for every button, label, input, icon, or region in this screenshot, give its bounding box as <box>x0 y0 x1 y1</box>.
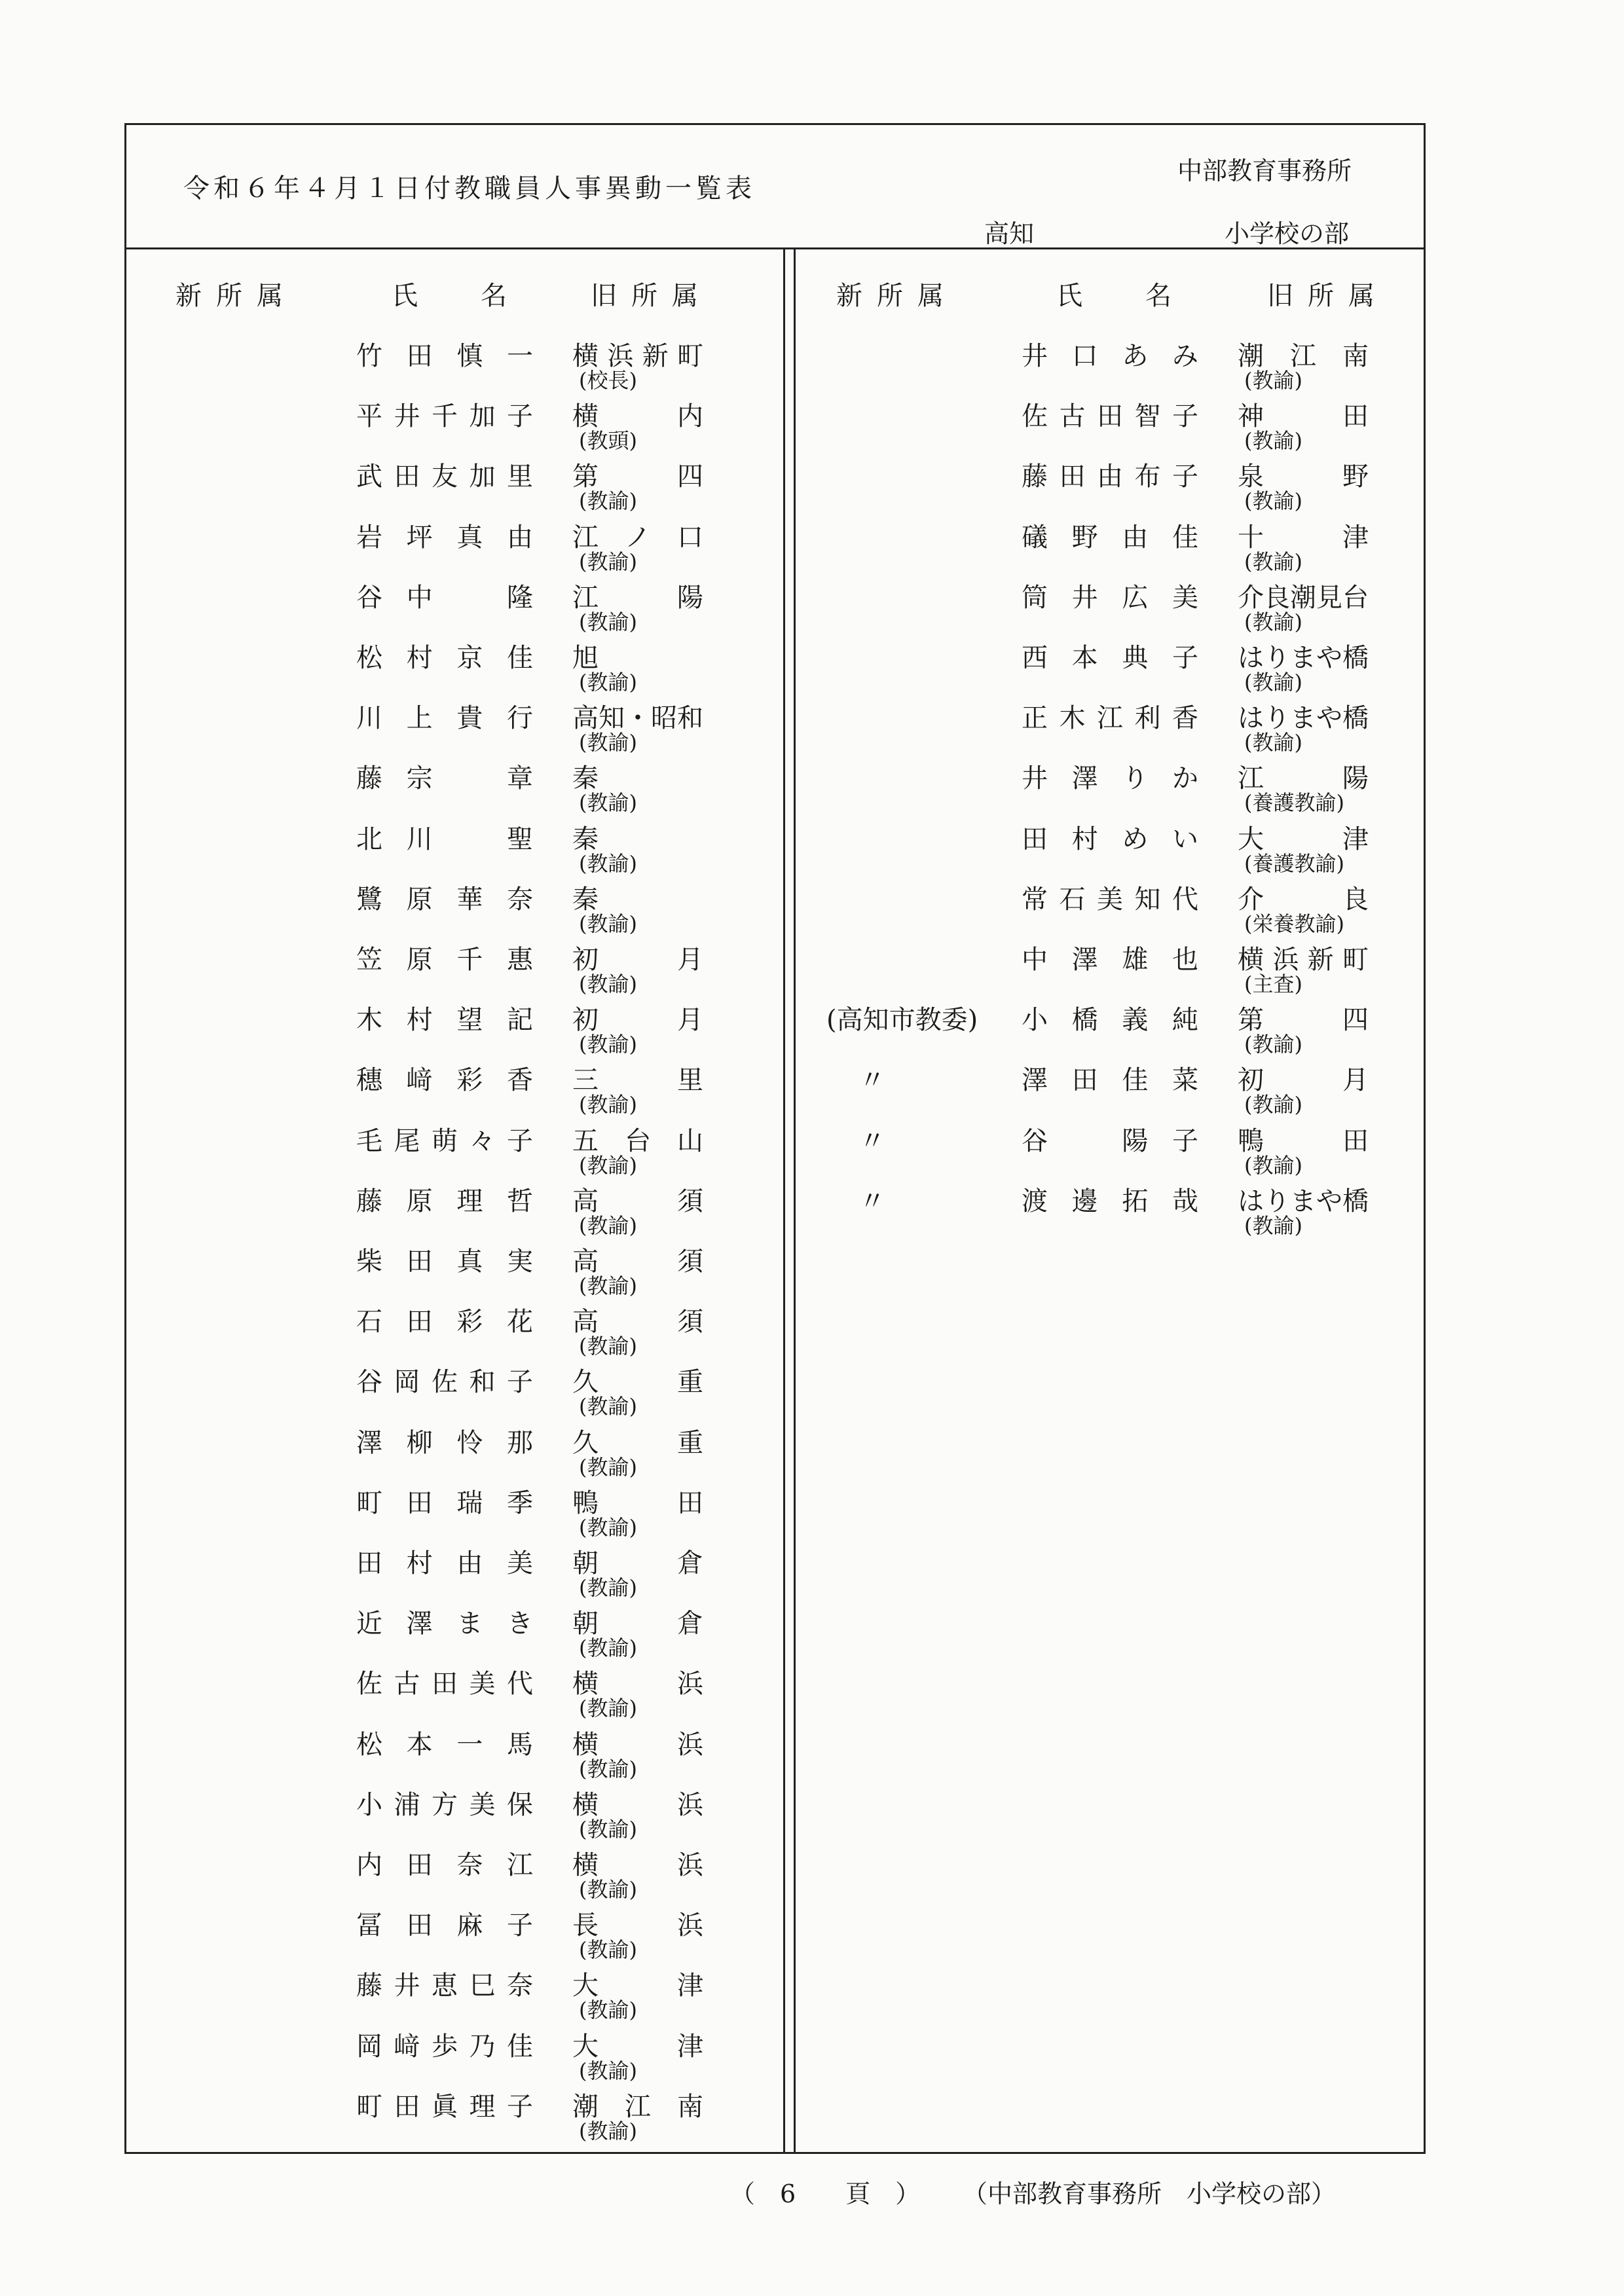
table-row <box>356 335 723 395</box>
table-row <box>356 577 723 637</box>
table-row <box>356 637 723 697</box>
previous-role: (教諭) <box>579 1635 637 1661</box>
staff-name: 谷 陽子 <box>1022 1125 1198 1156</box>
staff-name: 竹田慎一 <box>356 341 533 371</box>
staff-name: 松村京佳 <box>356 643 533 673</box>
table-row <box>1022 637 1388 697</box>
previous-role: (教諭) <box>579 1756 637 1781</box>
previous-role: (教諭) <box>1244 670 1302 695</box>
table-row <box>356 697 723 757</box>
staff-name: 平井千加子 <box>356 401 533 432</box>
previous-school: 五台山 <box>572 1125 703 1156</box>
previous-role: (栄養教諭) <box>1244 911 1344 936</box>
staff-name: 谷岡佐和子 <box>356 1367 533 1398</box>
staff-name: 藤田由布子 <box>1022 462 1198 492</box>
staff-name: 川上貴行 <box>356 703 533 734</box>
previous-school: 介良潮見台 <box>1238 582 1369 613</box>
previous-school: 大 津 <box>572 2031 703 2062</box>
previous-role: (教諭) <box>579 488 637 514</box>
table-row <box>1022 335 1388 395</box>
previous-school: 久 重 <box>572 1367 703 1398</box>
table-row <box>356 1361 723 1421</box>
previous-school: 横 浜 <box>572 1789 703 1820</box>
column-divider-inner <box>794 247 796 2154</box>
previous-school: 久 重 <box>572 1427 703 1458</box>
previous-role: (教諭) <box>579 1696 637 1721</box>
previous-role: (教諭) <box>579 549 637 574</box>
table-row <box>1022 1120 1388 1180</box>
staff-name: 田村由美 <box>356 1548 533 1578</box>
division-label: 小学校の部 <box>1225 219 1350 248</box>
previous-school: 第 四 <box>572 462 703 492</box>
staff-name: 小浦方美保 <box>356 1789 533 1820</box>
previous-role: (教諭) <box>579 1937 637 1963</box>
previous-role: (教諭) <box>1244 549 1302 574</box>
table-row <box>1022 697 1388 757</box>
table-row <box>356 818 723 879</box>
staff-name: 筒井広美 <box>1022 582 1198 613</box>
right-header-name: 氏名 <box>1056 281 1234 311</box>
table-row <box>356 2086 723 2146</box>
previous-role: (教諭) <box>579 1273 637 1298</box>
right-header-new: 新所属 <box>836 281 958 311</box>
previous-role: (教諭) <box>579 911 637 936</box>
new-assignment: 〃 <box>859 1065 885 1096</box>
staff-name: 佐古田美代 <box>356 1669 533 1700</box>
previous-school: 秦 <box>572 884 599 915</box>
previous-school: 高 須 <box>572 1307 703 1338</box>
previous-school: 長 浜 <box>572 1910 703 1941</box>
table-row <box>1022 395 1388 456</box>
previous-school: 横 浜 <box>572 1669 703 1700</box>
previous-school: 横浜新町 <box>1238 945 1369 975</box>
staff-name: 冨田麻子 <box>356 1910 533 1941</box>
new-assignment: 〃 <box>859 1186 885 1216</box>
previous-school: 高 須 <box>572 1186 703 1216</box>
previous-school: 横 浜 <box>572 1850 703 1880</box>
staff-name: 近澤まき <box>356 1609 533 1639</box>
previous-school: はりまや橋 <box>1238 643 1369 673</box>
table-row <box>356 939 723 999</box>
table-row <box>356 1301 723 1361</box>
staff-name: 町田眞理子 <box>356 2091 533 2122</box>
previous-role: (教諭) <box>579 1514 637 1540</box>
previous-school: 初 月 <box>572 1005 703 1036</box>
previous-role: (教諭) <box>579 2058 637 2083</box>
previous-role: (教諭) <box>579 1816 637 1842</box>
staff-name: 岡﨑歩乃佳 <box>356 2031 533 2062</box>
staff-name: 田村めい <box>1022 824 1198 854</box>
table-row <box>356 456 723 516</box>
previous-role: (教諭) <box>579 850 637 876</box>
previous-role: (教諭) <box>1244 428 1302 454</box>
staff-name: 小橋義純 <box>1022 1005 1198 1036</box>
staff-name: 澤田佳菜 <box>1022 1065 1198 1096</box>
previous-role: (教諭) <box>579 1394 637 1419</box>
table-row <box>356 879 723 939</box>
table-row <box>356 395 723 456</box>
previous-role: (教諭) <box>579 1334 637 1359</box>
staff-name: 内田奈江 <box>356 1850 533 1880</box>
previous-role: (教諭) <box>579 1152 637 1178</box>
previous-school: 朝 倉 <box>572 1548 703 1578</box>
table-row <box>356 1482 723 1542</box>
staff-name: 毛尾萌々子 <box>356 1125 533 1156</box>
previous-school: はりまや橋 <box>1238 703 1369 734</box>
previous-school: 横浜新町 <box>572 341 703 371</box>
previous-school: 旭 <box>572 643 599 673</box>
staff-name: 西本典子 <box>1022 643 1198 673</box>
column-divider <box>783 247 785 2154</box>
table-row <box>1022 577 1388 637</box>
table-row <box>1022 999 1388 1059</box>
previous-school: 高知・昭和 <box>572 703 703 734</box>
previous-school: 介 良 <box>1238 884 1369 915</box>
table-row <box>1022 757 1388 818</box>
previous-school: 初 月 <box>1238 1065 1369 1096</box>
table-row <box>356 1059 723 1120</box>
previous-school: 泉 野 <box>1238 462 1369 492</box>
staff-name: 藤原理哲 <box>356 1186 533 1216</box>
document-title: 令和６年４月１日付教職員人事異動一覧表 <box>183 173 756 204</box>
staff-name: 正木江利香 <box>1022 703 1198 734</box>
staff-name: 石田彩花 <box>356 1307 533 1338</box>
previous-role: (教諭) <box>1244 1032 1302 1057</box>
table-row <box>1022 939 1388 999</box>
table-row <box>356 1904 723 1965</box>
previous-role: (教諭) <box>579 1032 637 1057</box>
footer-source: （中部教育事務所 小学校の部） <box>963 2179 1337 2208</box>
previous-school: 高 須 <box>572 1247 703 1277</box>
staff-name: 谷中 隆 <box>356 582 533 613</box>
table-row <box>356 517 723 577</box>
previous-role: (教諭) <box>1244 1212 1302 1238</box>
staff-name: 中澤雄也 <box>1022 945 1198 975</box>
previous-school: 秦 <box>572 763 599 794</box>
previous-school: 江ノ口 <box>572 522 703 553</box>
previous-role: (教諭) <box>579 790 637 816</box>
previous-role: (教諭) <box>1244 368 1302 393</box>
previous-school: 潮江南 <box>572 2091 703 2122</box>
previous-role: (養護教諭) <box>1244 790 1344 816</box>
previous-role: (教諭) <box>579 1575 637 1600</box>
staff-name: 穗﨑彩香 <box>356 1065 533 1096</box>
previous-role: (教諭) <box>1244 488 1302 514</box>
page-number: （ 6 頁 ） <box>730 2179 921 2208</box>
table-row <box>356 1180 723 1241</box>
staff-name: 岩坪真由 <box>356 522 533 553</box>
previous-school: 神 田 <box>1238 401 1369 432</box>
staff-name: 渡邊拓哉 <box>1022 1186 1198 1216</box>
previous-role: (教諭) <box>1244 1152 1302 1178</box>
staff-name: 常石美知代 <box>1022 884 1198 915</box>
previous-role: (教諭) <box>1244 609 1302 634</box>
previous-school: 大 津 <box>1238 824 1369 854</box>
previous-school: 鴨 田 <box>572 1487 703 1518</box>
left-header-name: 氏名 <box>392 281 570 311</box>
table-row <box>356 1542 723 1603</box>
staff-name: 町田瑞季 <box>356 1487 533 1518</box>
staff-name: 木村望記 <box>356 1005 533 1036</box>
previous-role: (教諭) <box>579 1454 637 1480</box>
previous-school: 大 津 <box>572 1971 703 2001</box>
city-label: 高知 <box>984 219 1035 248</box>
staff-name: 澤柳怜那 <box>356 1427 533 1458</box>
previous-school: 横 内 <box>572 401 703 432</box>
staff-name: 北川 聖 <box>356 824 533 854</box>
previous-role: (教諭) <box>579 609 637 634</box>
right-header-old: 旧所属 <box>1267 281 1389 311</box>
table-row <box>1022 1059 1388 1120</box>
previous-school: 初 月 <box>572 945 703 975</box>
staff-name: 藤宗 章 <box>356 763 533 794</box>
previous-school: 潮江南 <box>1238 341 1369 371</box>
previous-role: (教諭) <box>1244 730 1302 756</box>
table-row <box>356 1724 723 1784</box>
table-row <box>1022 1180 1388 1241</box>
previous-role: (教諭) <box>579 1997 637 2023</box>
staff-name: 武田友加里 <box>356 462 533 492</box>
table-row <box>1022 879 1388 939</box>
table-row <box>356 1784 723 1844</box>
new-assignment: (高知市教委) <box>826 1005 978 1036</box>
previous-role: (校長) <box>579 368 637 393</box>
staff-name: 井澤りか <box>1022 763 1198 794</box>
staff-name: 藤井恵巳奈 <box>356 1971 533 2001</box>
staff-name: 鷺原華奈 <box>356 884 533 915</box>
previous-role: (教諭) <box>579 1212 637 1238</box>
previous-role: (教諭) <box>579 670 637 695</box>
left-header-new: 新所属 <box>175 281 297 311</box>
previous-role: (教諭) <box>1244 1092 1302 1118</box>
previous-role: (教諭) <box>579 1092 637 1118</box>
previous-school: 朝 倉 <box>572 1609 703 1639</box>
left-header-old: 旧所属 <box>591 281 712 311</box>
staff-name: 松本一馬 <box>356 1729 533 1760</box>
table-row <box>1022 818 1388 879</box>
table-row <box>356 1965 723 2025</box>
table-row <box>356 999 723 1059</box>
previous-role: (主査) <box>1244 972 1302 996</box>
table-row <box>1022 456 1388 516</box>
previous-role: (教諭) <box>579 1877 637 1902</box>
previous-school: 三 里 <box>572 1065 703 1096</box>
office-name: 中部教育事務所 <box>1177 156 1352 185</box>
table-row <box>356 1844 723 1904</box>
previous-school: 横 浜 <box>572 1729 703 1760</box>
previous-school: 江 陽 <box>1238 763 1369 794</box>
table-row <box>356 1663 723 1723</box>
table-row <box>356 1422 723 1482</box>
table-row <box>1022 517 1388 577</box>
previous-role: (養護教諭) <box>1244 850 1344 876</box>
table-row <box>356 1603 723 1663</box>
previous-role: (教諭) <box>579 972 637 996</box>
staff-name: 笠原千惠 <box>356 945 533 975</box>
previous-role: (教頭) <box>579 428 637 454</box>
previous-school: 第 四 <box>1238 1005 1369 1036</box>
previous-school: はりまや橋 <box>1238 1186 1369 1216</box>
table-row <box>356 1120 723 1180</box>
staff-name: 佐古田智子 <box>1022 401 1198 432</box>
table-row <box>356 2026 723 2086</box>
table-row <box>356 757 723 818</box>
new-assignment: 〃 <box>859 1125 885 1156</box>
previous-school: 秦 <box>572 824 599 854</box>
previous-role: (教諭) <box>579 730 637 756</box>
table-row <box>356 1241 723 1301</box>
staff-name: 柴田真実 <box>356 1247 533 1277</box>
previous-school: 十 津 <box>1238 522 1369 553</box>
previous-school: 江 陽 <box>572 582 703 613</box>
previous-role: (教諭) <box>579 2118 637 2143</box>
previous-school: 鴨 田 <box>1238 1125 1369 1156</box>
staff-name: 礒野由佳 <box>1022 522 1198 553</box>
staff-name: 井口あみ <box>1022 341 1198 371</box>
